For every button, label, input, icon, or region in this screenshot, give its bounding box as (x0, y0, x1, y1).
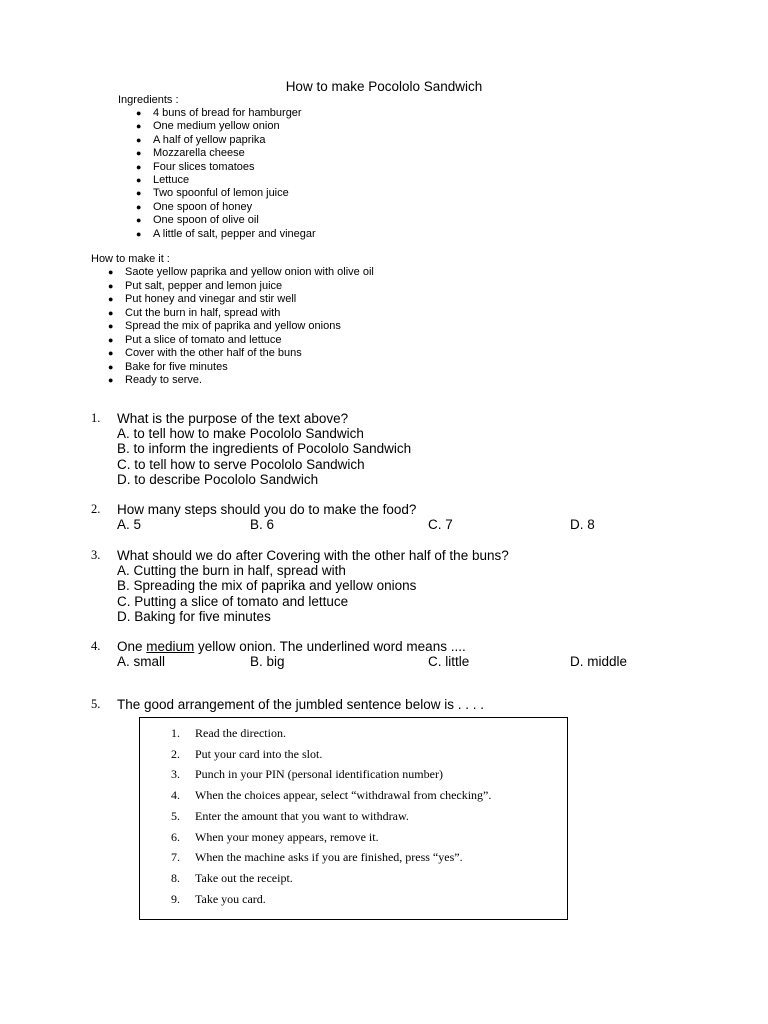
bullet-icon: ● (136, 228, 142, 239)
question-text: What should we do after Covering with the other half of the buns? (117, 548, 509, 563)
steps-label: How to make it : (91, 253, 170, 265)
step-item: ● Put a slice of tomato and lettuce (108, 333, 282, 346)
option-c: C. Putting a slice of tomato and lettuce (117, 593, 349, 609)
bullet-icon: ● (108, 334, 114, 345)
option-c: C. to tell how to serve Pocololo Sandwich (117, 456, 365, 472)
option-b: B. 6 (250, 517, 275, 533)
option-b: B. big (250, 654, 285, 670)
bullet-icon: ● (136, 175, 142, 186)
bullet-icon: ● (108, 307, 114, 318)
bullet-icon: ● (108, 375, 114, 385)
options (117, 517, 677, 532)
step-item: ● Ready to serve. (108, 374, 203, 386)
jumbled-sentence-box (139, 717, 568, 920)
option-a: A. Cutting the burn in half, spread with (117, 563, 346, 579)
ingredient-item: ● 4 buns of bread for hamburger (136, 107, 302, 119)
list-item: 9. Take you card. (171, 891, 266, 906)
bullet-icon: ● (108, 321, 114, 331)
underlined-word: medium (146, 639, 195, 654)
question-number: 1. (91, 411, 101, 425)
ingredient-item: ● A half of yellow paprika (136, 133, 266, 146)
question-number: 4. (91, 639, 101, 653)
bullet-icon: ● (108, 361, 114, 372)
option-a: A. 5 (117, 517, 142, 533)
question-number: 5. (91, 697, 101, 711)
bullet-icon: ● (108, 348, 114, 358)
ingredient-item: ● Mozzarella cheese (136, 147, 245, 160)
option-d: D. Baking for five minutes (117, 608, 271, 624)
steps-list (108, 266, 374, 388)
list-item: 3. Punch in your PIN (personal identification number) (171, 767, 443, 782)
option-b: B. to inform the ingredients of Pocololo Sandwich (117, 441, 412, 457)
ingredient-item: ● Two spoonful of lemon juice (136, 187, 289, 200)
bullet-icon: ● (108, 280, 114, 291)
question-number: 3. (91, 548, 101, 562)
question-text: One medium yellow onion. The underlined word means .... (117, 639, 466, 654)
option-a: A. to tell how to make Pocololo Sandwich (117, 426, 364, 442)
question-text: The good arrangement of the jumbled sentence below is . . . . (117, 697, 484, 712)
step-item: ● Spread the mix of paprika and yellow onions (108, 320, 341, 332)
list-item: 1. Read the direction. (171, 726, 286, 740)
option-c: C. 7 (428, 517, 453, 533)
list-item: 5. Enter the amount that you want to withdraw. (171, 808, 409, 823)
options (117, 563, 416, 624)
ingredient-item: ● Lettuce (136, 174, 190, 187)
step-item: ● Put honey and vinegar and stir well (108, 293, 297, 305)
bullet-icon: ● (108, 267, 114, 277)
ingredient-item: ● Four slices tomatoes (136, 160, 255, 173)
ingredient-item: ● One medium yellow onion (136, 120, 280, 133)
ingredients-list (136, 107, 316, 241)
ingredient-item: ● One spoon of olive oil (136, 214, 259, 227)
bullet-icon: ● (108, 294, 114, 304)
bullet-icon: ● (136, 148, 142, 159)
option-a: A. small (117, 654, 166, 670)
bullet-icon: ● (136, 121, 142, 132)
option-d: D. 8 (570, 517, 595, 533)
step-item: ● Cover with the other half of the buns (108, 347, 302, 359)
bullet-icon: ● (136, 188, 142, 199)
step-item: ● Bake for five minutes (108, 360, 228, 373)
bullet-icon: ● (136, 134, 142, 145)
document-title: How to make Pocololo Sandwich (285, 79, 483, 94)
option-c: C. little (428, 654, 470, 670)
ingredient-item: ● One spoon of honey (136, 200, 253, 213)
list-item: 8. Take out the receipt. (171, 870, 293, 885)
step-item: ● Saote yellow paprika and yellow onion with olive oil (108, 266, 374, 278)
list-item: 4. When the choices appear, select “withdrawal from checking”. (171, 788, 492, 803)
step-item: ● Cut the burn in half, spread with (108, 306, 281, 319)
list-item: 2. Put your card into the slot. (171, 746, 323, 761)
options (117, 426, 411, 487)
options (117, 654, 677, 669)
question-text: What is the purpose of the text above? (117, 411, 349, 426)
ingredients-label: Ingredients : (118, 94, 179, 106)
list-item: 6. When your money appears, remove it. (171, 829, 379, 844)
bullet-icon: ● (136, 215, 142, 226)
question-text: How many steps should you do to make the food? (117, 502, 417, 517)
bullet-icon: ● (136, 201, 142, 212)
list-item: 7. When the machine asks if you are finished, press “yes”. (171, 850, 463, 865)
step-item: ● Put salt, pepper and lemon juice (108, 279, 283, 292)
option-b: B. Spreading the mix of paprika and yellow onions (117, 578, 417, 594)
jumbled-sentence-list (171, 723, 491, 909)
question-number: 2. (91, 502, 101, 516)
ingredient-item: ● A little of salt, pepper and vinegar (136, 227, 316, 240)
option-d: D. to describe Pocololo Sandwich (117, 471, 319, 487)
bullet-icon: ● (136, 161, 142, 172)
bullet-icon: ● (136, 108, 142, 118)
option-d: D. middle (570, 654, 628, 670)
